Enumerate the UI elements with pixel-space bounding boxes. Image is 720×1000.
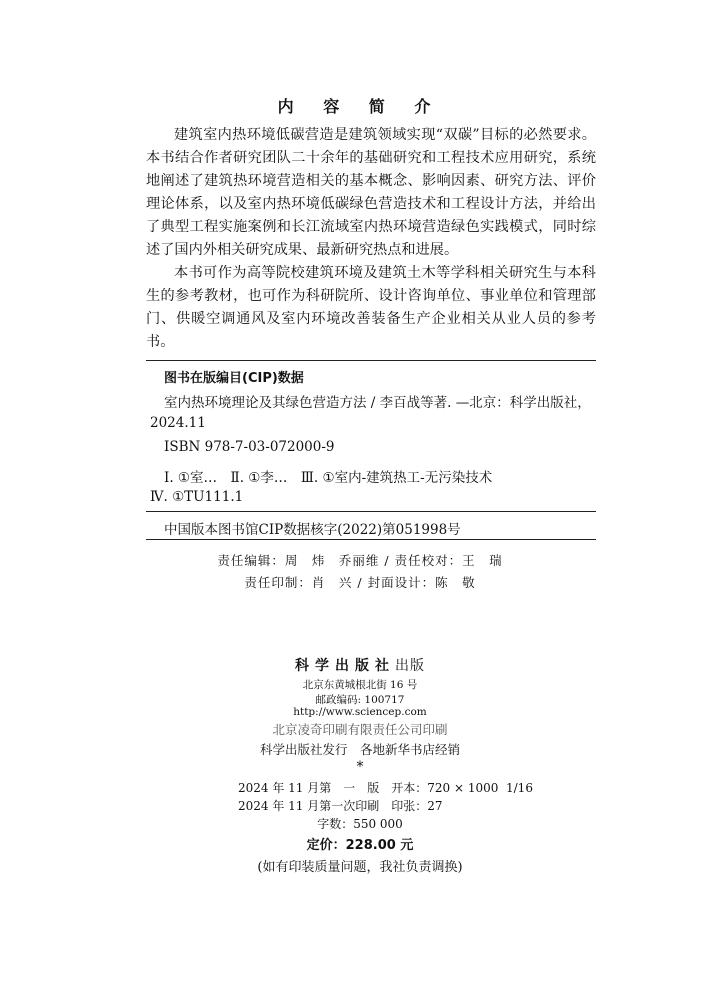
cip-mid-rule xyxy=(146,511,596,512)
separator-star: * xyxy=(356,759,364,775)
page-title: 内 容 简 介 xyxy=(277,97,443,116)
cip-classification-1: Ⅰ. ①室… Ⅱ. ①李… Ⅲ. ①室内-建筑热工-无污染技术 xyxy=(164,470,493,486)
distribution-line: 科学出版社发行 各地新华书店经销 xyxy=(259,742,460,757)
word-count: 字数：550 000 xyxy=(317,817,403,831)
summary-paragraph-2: 本书可作为高等院校建筑环境及建筑土木等学科相关研究生与本科生的参考教材，也可作为科研院所、设计咨询单位、事业单位和管理部门、供暖空调通风及室内环境改善装备生产企业相关从业人员的参考书。 xyxy=(146,265,596,350)
publisher-postcode: 邮政编码: 100717 xyxy=(315,694,405,706)
production-credits: 责任印制：肖 兴 / 封面设计：陈 敬 xyxy=(244,575,476,590)
publisher-suffix: 出版 xyxy=(395,658,425,674)
publisher-name: 科学出版社 xyxy=(295,658,395,674)
publisher-address: 北京东黄城根北街 16 号 xyxy=(302,679,418,691)
cip-classification-2: Ⅳ. ①TU111.1 xyxy=(150,489,244,505)
price: 定价：228.00 元 xyxy=(306,838,414,853)
cip-isbn: ISBN 978-7-03-072000-9 xyxy=(164,439,335,455)
publisher-url: http://www.sciencep.com xyxy=(293,706,427,718)
summary-section xyxy=(146,124,596,354)
cip-top-rule xyxy=(146,360,596,361)
printer-line: 北京凌奇印刷有限责任公司印刷 xyxy=(272,722,448,737)
cip-title-line: 室内热环境理论及其绿色营造方法 / 李百战等著. —北京：科学出版社， xyxy=(164,395,591,411)
edition-line: 2024 年 11 月第 一 版 开本：720 × 1000 1/16 xyxy=(238,781,533,795)
quality-note: (如有印装质量问题，我社负责调换) xyxy=(257,860,463,875)
editor-credits: 责任编辑：周 炜 乔丽维 / 责任校对：王 瑞 xyxy=(217,553,503,568)
publisher-line xyxy=(0,655,720,675)
printing-line: 2024 年 11 月第一次印刷 印张：27 xyxy=(238,799,443,813)
cip-heading: 图书在版编目(CIP)数据 xyxy=(164,371,304,386)
cip-bottom-rule xyxy=(146,539,596,540)
cip-core-number: 中国版本图书馆CIP数据核字(2022)第051998号 xyxy=(164,522,461,538)
summary-paragraph-1: 建筑室内热环境低碳营造是建筑领域实现“双碳”目标的必然要求。本书结合作者研究团队二十余年的基础研究和工程技术应用研究，系统地阐述了建筑热环境营造相关的基本概念、影响因素、研究方法、评价理论体系，以及室内热环境低碳绿色营造技术和工程设计方法，并给出了典型工程实施案例和长江流域室内热环境营造绿色实践模式，同时综述了国内外相关研究成果、最新研究热点和进展。 xyxy=(146,127,596,258)
cip-year-line: 2024.11 xyxy=(150,415,206,431)
